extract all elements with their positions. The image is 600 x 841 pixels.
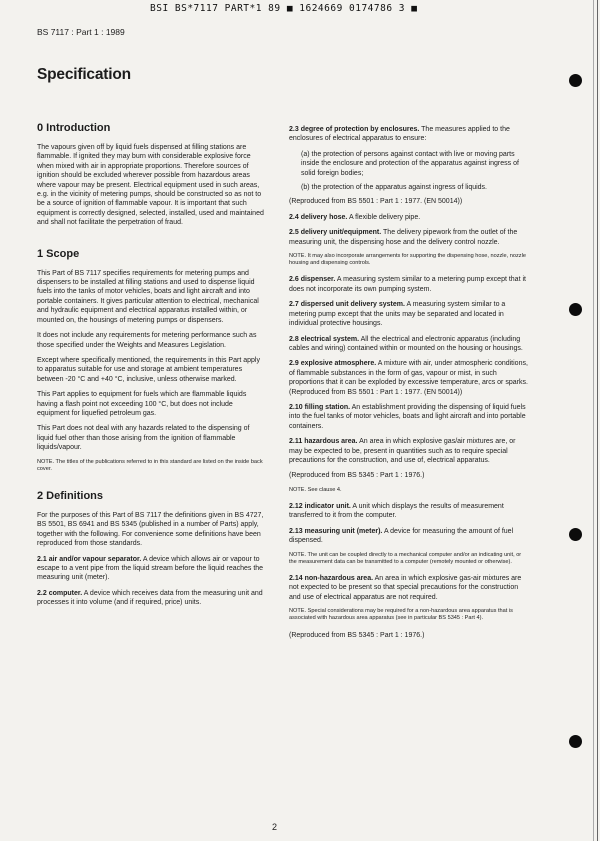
- clause-number: 2.12: [289, 502, 303, 510]
- clause-number: 2.10: [289, 403, 303, 411]
- binding-hole-mark: [569, 74, 582, 87]
- definition-text: An area in which explosive gas/air mixtures are, or may be expected to be, present in quantities such as to require special precautions for the construction, and use of, electrical apparatus.: [289, 438, 516, 464]
- binding-hole-mark: [569, 528, 582, 541]
- clause-number: 2.13: [289, 527, 303, 535]
- definition-term: hazardous area.: [304, 438, 358, 446]
- definition-term: air and/or vapour separator.: [48, 555, 142, 563]
- definition-note: NOTE. The unit can be coupled directly to a mechanical computer and/or an indicating unit, or the measurement data can be transmitted to a computer (remotely mounted or otherwise).: [289, 551, 522, 565]
- standard-identifier: BS 7117 : Part 1 : 1989: [37, 27, 125, 37]
- definition-note: NOTE. It may also incorporate arrangements for supporting the dispensing hose, nozzle, nozzle housing and dispensing controls.: [289, 253, 526, 267]
- reference-line: (Reproduced from BS 5345 : Part 1 : 1976.): [289, 631, 425, 639]
- definition-text: An area in which explosive gas-air mixtures are not expected to be present so that special precautions for the construction and use of electrical apparatus are not required.: [289, 575, 522, 601]
- definition-2-8: [289, 335, 530, 354]
- reference-line: (Reproduced from BS 5501 : Part 1 : 1977. (EN 50014)): [289, 198, 463, 206]
- definition-text: An establishment providing the dispensing of liquid fuels into the fuel tanks of motor vehicles, boats and light aircraft and into portable containers.: [289, 403, 526, 430]
- definition-2-6: [289, 275, 530, 294]
- scope-heading: 1 Scope: [37, 247, 80, 260]
- definition-text: All the electrical and electronic apparatus (including cables and wiring) contained within or mounted on the housing or housings.: [289, 335, 523, 352]
- scope-paragraph: It does not include any requirements for metering performance such as those specified under the Weights and Measures Legislation.: [37, 332, 257, 349]
- scope-paragraph: This Part applies to equipment for fuels which are flammable liquids having a flash point not exceeding 100 °C, but does not include equipment for liquefied petroleum gas.: [37, 391, 247, 417]
- clause-number: 2.9: [289, 360, 299, 368]
- definition-term: delivery hose.: [300, 213, 348, 221]
- definition-note: NOTE. Special considerations may be required for a non-hazardous area apparatus that is associated with hazardous area apparatus (see in particular BS 5345 : Part 4).: [289, 608, 513, 622]
- definition-2-1: [37, 555, 265, 583]
- definition-text: A flexible delivery pipe.: [348, 213, 421, 221]
- definition-term: electrical system.: [300, 335, 360, 343]
- definition-2-2: [37, 589, 265, 608]
- definition-term: dispenser.: [300, 276, 336, 284]
- definition-term: degree of protection by enclosures.: [300, 126, 420, 133]
- clause-number: 2.11: [289, 438, 303, 446]
- definition-2-7: [289, 300, 530, 328]
- definition-2-5: [289, 228, 530, 247]
- definition-2-14: [289, 574, 530, 602]
- definition-item-a: (a) the protection of persons against contact with live or moving parts inside the enclosure and protection of the apparatus against ingress of solid foreign bodies;: [301, 150, 519, 177]
- definition-text: A device which allows air or vapour to escape to a vent pipe from the liquid stream before the liquid reaches the measuring unit (meter).: [37, 555, 264, 582]
- definition-term: filling station.: [304, 403, 351, 411]
- clause-number: 2.3: [289, 126, 299, 133]
- definition-2-11: [289, 437, 530, 465]
- definition-text: A unit which displays the results of measurement transferred to it from the computer.: [289, 502, 504, 520]
- right-column: [289, 125, 530, 646]
- definition-text: A mixture with air, under atmospheric conditions, of flammable substances in the form of gas, vapour or mist, in such proportions that it can be exploded by excessive temperature, arcs or sparks. (Reproduced from BS 5501 : Part 1 : 1977. (EN 50014)): [289, 360, 528, 396]
- clause-number: 2.1: [37, 555, 47, 563]
- definition-item-b: (b) the protection of the apparatus against ingress of liquids.: [301, 184, 487, 192]
- page-number: 2: [272, 822, 278, 832]
- definition-2-12: [289, 502, 530, 521]
- definition-2-3: [289, 125, 530, 144]
- scope-paragraph: This Part does not deal with any hazards related to the dispensing of liquid fuel other than those arising from the ignition of flammable liquids/vapour.: [37, 425, 250, 452]
- definition-2-13: [289, 527, 530, 546]
- definition-2-9: [289, 359, 530, 397]
- scope-paragraph: This Part of BS 7117 specifies requirements for metering pumps and dispensers to be installed at filling stations and used to dispense liquid fuels into the tanks of motor vehicles, boats and light aircraft and into portable containers. It gives particular attention to electrical, mechanical and hydraulic equipment and electrical apparatus installed within, or mounted on, the housings of metering pumps or dispensers.: [37, 269, 259, 324]
- scan-edge-line: [593, 0, 594, 841]
- definition-term: explosive atmosphere.: [300, 360, 377, 368]
- clause-number: 2.8: [289, 335, 299, 343]
- definition-2-10: [289, 403, 530, 431]
- definition-text: A measuring system similar to a metering pump except that the units may be separated and located in individual protective housings.: [289, 301, 506, 328]
- definition-text: The measures applied to the enclosures of electrical apparatus to ensure:: [289, 126, 510, 143]
- clause-number: 2.6: [289, 276, 299, 284]
- definition-note: NOTE. See clause 4.: [289, 486, 342, 493]
- clause-number: 2.14: [289, 575, 303, 583]
- page-title: Specification: [37, 66, 131, 83]
- introduction-paragraph: The vapours given off by liquid fuels dispensed at filling stations are flammable. If ignited they may burn with considerable explosive force when mixed with air in appropriate proportions. Therefore sources of ignition should be excluded wherever possible from hazardous areas where vapour may be present. Electrical equipment used in such areas, e.g. in the vicinity of metering pumps, should be constructed so as not to be a source of ignition of flammable vapour. It is important that such equipment is correctly designed, selected, installed, used and maintained and shall not facilitate the perpetration of fraud.: [37, 144, 264, 227]
- definition-term: indicator unit.: [304, 502, 351, 510]
- definition-text: A device which receives data from the measuring unit and processes it into volume (and if required, price) units.: [37, 589, 263, 607]
- reference-line: (Reproduced from BS 5345 : Part 1 : 1976.): [289, 472, 425, 480]
- binding-hole-mark: [569, 735, 582, 748]
- definition-text: A device for measuring the amount of fuel dispensed.: [289, 527, 514, 545]
- left-column: [37, 122, 265, 614]
- definition-term: dispersed unit delivery system.: [300, 301, 405, 309]
- definitions-intro: For the purposes of this Part of BS 7117 the definitions given in BS 4727, BS 5501, BS 6941 and BS 5345 (published in a number of Parts) apply, together with the following. For convenience some definitions have been reproduced from those standards.: [37, 511, 264, 548]
- clause-number: 2.4: [289, 213, 299, 221]
- scope-paragraph: Except where specifically mentioned, the requirements in this Part apply to apparatus suitable for use and storage at ambient temperatures between -20 °C and +40 °C, inclusive, unless otherwise marked.: [37, 356, 260, 383]
- definition-term: non-hazardous area.: [304, 575, 374, 583]
- definition-2-4: [289, 213, 530, 222]
- clause-number: 2.7: [289, 301, 299, 309]
- definition-term: computer.: [48, 589, 83, 597]
- scan-header-line: BSI BS*7117 PART*1 89 ■ 1624669 0174786 3 ■: [150, 3, 418, 14]
- definition-term: measuring unit (meter).: [304, 527, 383, 535]
- scope-note: NOTE. The titles of the publications referred to in this standard are listed on the inside back cover.: [37, 458, 263, 472]
- binding-hole-mark: [569, 303, 582, 316]
- definition-text: The delivery pipework from the outlet of the measuring unit, the dispensing hose and the delivery control nozzle.: [289, 229, 518, 246]
- introduction-heading: 0 Introduction: [37, 122, 111, 134]
- definition-term: delivery unit/equipment.: [300, 229, 382, 237]
- clause-number: 2.2: [37, 589, 47, 597]
- definition-text: A measuring system similar to a metering pump except that it does not incorporate its own pumping system.: [289, 276, 526, 293]
- definitions-heading: 2 Definitions: [37, 489, 104, 502]
- clause-number: 2.5: [289, 229, 299, 237]
- scan-edge-line: [597, 0, 598, 841]
